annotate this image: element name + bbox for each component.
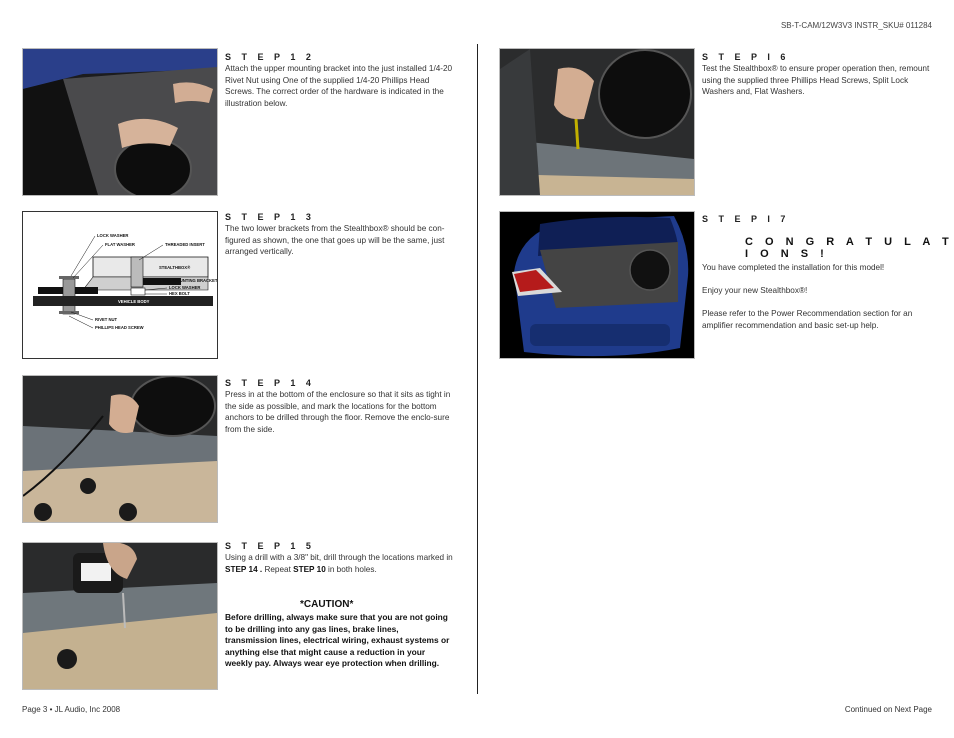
step15-text <box>225 552 457 575</box>
column-divider <box>477 44 478 694</box>
step14-photo <box>22 375 218 523</box>
step15-text-mid: Repeat <box>262 564 294 574</box>
step13-text: The two lower brackets from the Stealthbox® should be con-figured as shown, the one that goes up will be the same, just arranged vertically. <box>225 224 445 257</box>
step17-photo <box>499 211 695 359</box>
label-flat-washer: FLAT WASHER <box>105 242 135 247</box>
label-threaded-insert: THREADED INSERT <box>165 242 205 247</box>
step17-completed-text: You have completed the installation for this model! <box>702 263 885 272</box>
label-phillips-screw: PHILLIPS HEAD SCREW <box>95 325 144 330</box>
step12-photo <box>22 48 218 196</box>
step16-title: S T E P I 6 <box>702 52 790 62</box>
step14-title: S T E P 1 4 <box>225 378 315 388</box>
step10-reference: STEP 10 <box>293 564 326 574</box>
caution-title: *CAUTION* <box>300 599 354 610</box>
step15-photo <box>22 542 218 690</box>
label-rivet-nut: RIVET NUT <box>95 317 118 322</box>
footer-page-info: Page 3 • JL Audio, Inc 2008 <box>22 705 121 714</box>
hardware-diagram <box>22 211 218 359</box>
label-hex-bolt: HEX BOLT <box>169 291 190 296</box>
step16-photo <box>499 48 695 196</box>
label-mounting-bracket: MOUNTING BRACKET <box>173 278 217 283</box>
step17-power-text: Please refer to the Power Recommendation section for an amplifier recommendation and basic set-up help. <box>702 309 913 330</box>
step13-title: S T E P 1 3 <box>225 212 315 222</box>
label-lock-washer-2: LOCK WASHER <box>169 285 201 290</box>
step12-title: S T E P 1 2 <box>225 52 315 62</box>
caution-text: Before drilling, always make sure that you are not going to be drilling into any gas lines, brake lines, transmission lines, electrical wiring, exhaust systems or anything else that might cause a reduction in your weekly pay. Always wear eye protection when drilling. <box>225 612 450 669</box>
step14-text: Press in at the bottom of the enclosure so that it sits as tight in the side as possible, and mark the locations for the bottom anchors to be drilled through the floor. Remove the enclo-sure from the side. <box>225 390 451 434</box>
step15-text-post: in both holes. <box>325 564 377 574</box>
step12-text: Attach the upper mounting bracket into the just installed 1/4-20 Rivet Nut using One of the supplied 1/4-20 Phillips Head Screws. The correct order of the hardware is indicated in the illustration below. <box>225 64 453 108</box>
step17-enjoy-text: Enjoy your new Stealthbox®! <box>702 286 808 295</box>
label-stealthbox: STEALTHBOX® <box>159 265 191 270</box>
label-lock-washer: LOCK WASHER <box>97 233 129 238</box>
step17-title: S T E P I 7 <box>702 214 790 224</box>
document-sku-header: SB-T-CAM/12W3V3 INSTR_SKU# 011284 <box>780 21 932 30</box>
step14-reference: STEP 14 . <box>225 564 263 574</box>
label-vehicle-body: VEHICLE BODY <box>118 299 150 304</box>
step16-text: Test the Stealthbox® to ensure proper operation then, remount using the supplied three Phillips Head Screws, Split Lock Washers and, Flat Washers. <box>702 64 930 97</box>
footer-continued: Continued on Next Page <box>844 705 932 714</box>
step15-title: S T E P 1 5 <box>225 541 315 551</box>
step15-text-pre: Using a drill with a 3/8" bit, drill through the locations marked in <box>225 553 453 562</box>
congratulations-heading: C O N G R A T U L A T I O N S ! <box>745 236 954 260</box>
